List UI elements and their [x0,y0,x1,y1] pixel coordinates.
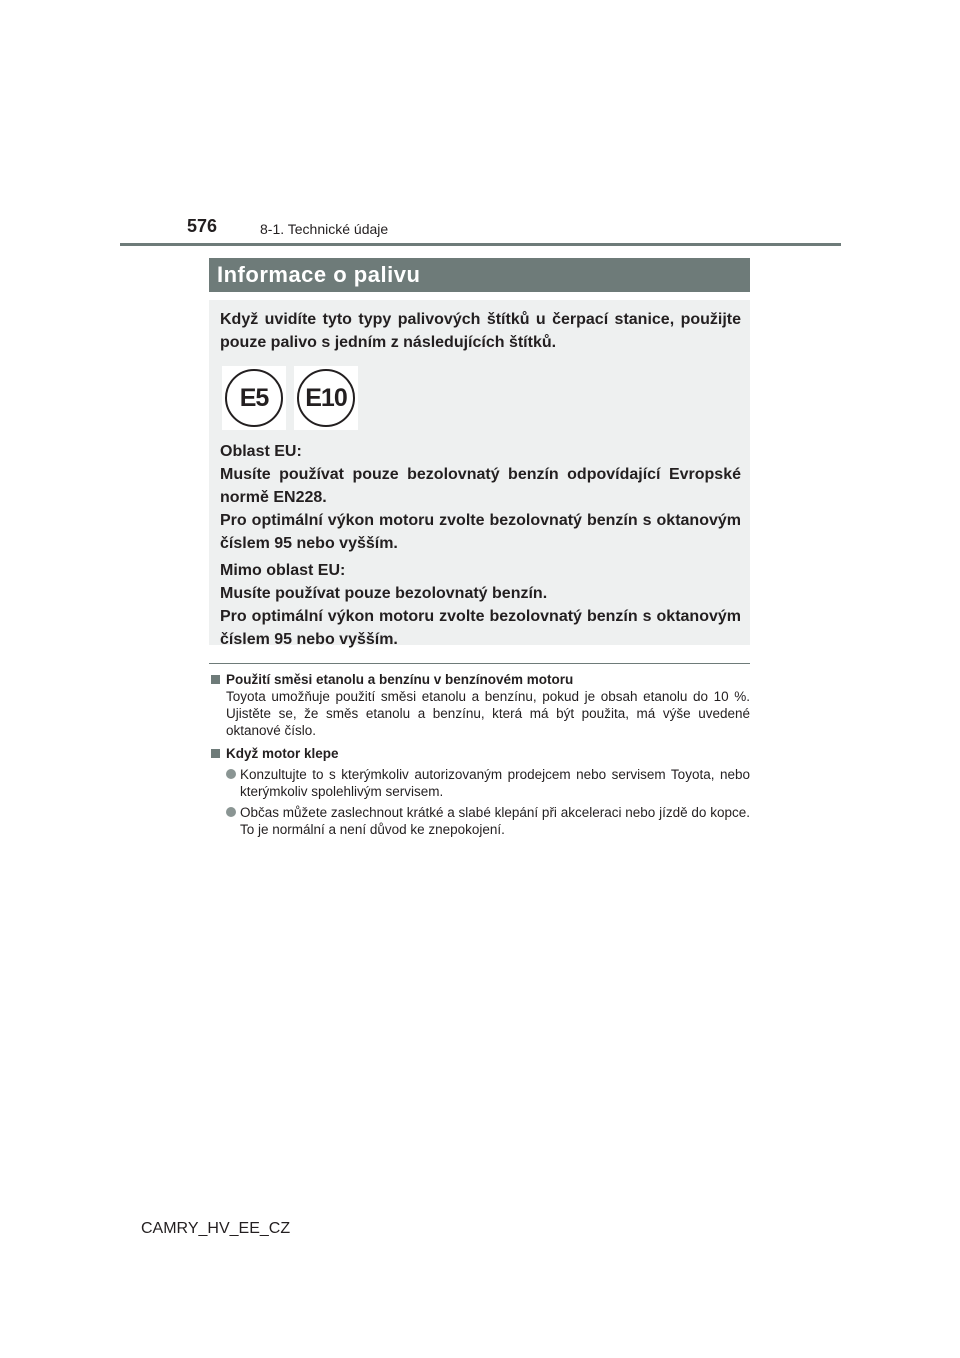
header-rule [120,243,841,246]
fuel-info-box [209,300,750,648]
non-eu-block [220,559,741,651]
non-eu-line-1: Musíte používat pouze bezolovnatý benzín. [220,585,548,602]
eu-block [220,440,741,555]
section-title: 8-1. Technické údaje [260,221,389,237]
fuel-label-text: E10 [305,383,347,412]
note-body-ethanol: Toyota umožňuje použití směsi etanolu a benzínu, pokud je obsah etanolu do 10 %. Ujistěte se, že směs etanolu a benzínu, která má být použita, má výše uvedené oktanové číslo. [226,689,750,738]
non-eu-heading: Mimo oblast EU: [220,562,346,579]
eu-line-1: Musíte používat pouze bezolovnatý benzín odpovídající Evropské normě EN228. [220,466,741,506]
fuel-label-e5-icon [225,369,283,427]
page-title: Informace o palivu [217,262,421,287]
fuel-label-tile [294,366,358,430]
fuel-labels [222,366,741,430]
page-number: 576 [187,216,218,236]
fuel-label-e10-icon [297,369,355,427]
note-heading-text: Použití směsi etanolu a benzínu v benzínovém motoru [226,672,574,687]
fuel-label-tile [222,366,286,430]
circle-bullet-icon [226,769,236,779]
note-heading-ethanol [209,671,750,688]
non-eu-line-2: Pro optimální výkon motoru zvolte bezolovnatý benzín s oktanovým číslem 95 nebo vyšším. [220,608,741,648]
note-heading-knocking [209,745,750,762]
title-bar [209,258,750,292]
eu-heading: Oblast EU: [220,443,302,460]
notes [209,671,750,838]
list-item-text: Občas můžete zaslechnout krátké a slabé klepání při akceleraci nebo jízdě do kopce. To je normální a není důvod ke znepokojení. [240,805,750,837]
info-intro: Když uvidíte tyto typy palivových štítků u čerpací stanice, použijte pouze palivo s jedním z následujících štítků. [220,311,741,351]
notes-divider [209,663,750,664]
square-bullet-icon [211,749,220,758]
eu-line-2: Pro optimální výkon motoru zvolte bezolovnatý benzín s oktanovým číslem 95 nebo vyšším. [220,512,741,552]
circle-bullet-icon [226,807,236,817]
list-item [226,766,750,800]
fuel-label-text: E5 [239,383,269,412]
square-bullet-icon [211,675,220,684]
list-item-text: Konzultujte to s kterýmkoliv autorizovaným prodejcem nebo servisem Toyota, nebo kterýmkoliv spolehlivým servisem. [240,767,750,799]
list-item [226,804,750,838]
note-heading-text: Když motor klepe [226,746,339,761]
document-code: CAMRY_HV_EE_CZ [141,1220,291,1237]
